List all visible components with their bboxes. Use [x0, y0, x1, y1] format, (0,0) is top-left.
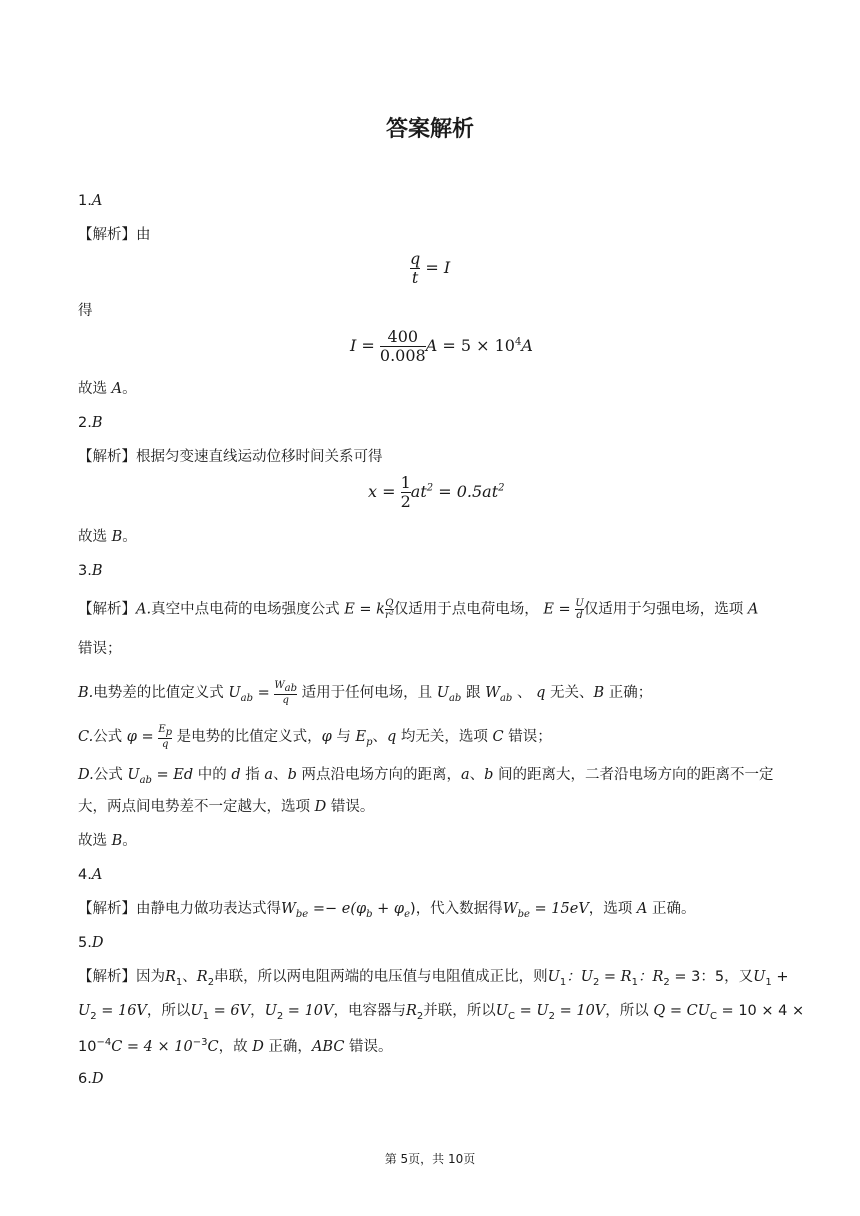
q3-option-d-cont: 大，两点间电势差不一定越大，选项 D 错误。 [78, 799, 375, 815]
q5-explanation-line3: $10^{-4}C = 4 \times 10^{-3}C$，故 D 正确，ABC 错误。 [78, 1037, 393, 1055]
formula-current: I = $\frac{400}{0.008}$ $A = 5 \times 10^4A$ [350, 327, 533, 365]
q5-explanation-line1: 【解析】因为$R_1$、$R_2$串联，所以两电阻两端的电压值与电阻值成正比，则$U_1$：$U_2 = R_1$：$R_2 = 3$：5，又$U_1$ + [78, 969, 789, 988]
question-4-answer: 4.A [78, 867, 103, 883]
q3-option-c: C.公式 φ = $\frac{E_p}{q}$ 是电势的比值定义式，φ 与 $E_p$、q 均无关，选项 C 错误； [78, 724, 552, 750]
q5-explanation-line2: $U_2 = 16V$，所以$U_1 = 6V$，$U_2 = 10V$，电容器与$R_2$并联，所以$U_C = U_2 = 10V$，所以 $Q = CU_C = 10 \times 4$ × [78, 1003, 805, 1022]
page-footer: 第 5页，共 10页 [384, 1152, 476, 1166]
page-title: 答案解析 [385, 117, 474, 142]
question-1-answer: 1.A [78, 193, 103, 209]
q3-option-a-cont: 错误； [78, 641, 122, 657]
get-text: 得 [78, 303, 93, 319]
choose-q2: 故选 B。 [78, 529, 137, 545]
question-2-explanation: 【解析】根据匀变速直线运动位移时间关系可得 [78, 449, 383, 465]
choose-q1: 故选 A。 [78, 381, 137, 397]
q3-option-a: 【解析】A.真空中点电荷的电场强度公式 E = k $\frac{Q}{\text{r²}}$ 仅适用于点电荷电场， E = $\frac{U}{d}$ 仅适用于匀强电场，选项 A [78, 598, 759, 621]
question-3-answer: 3.B [78, 563, 103, 579]
choose-q3: 故选 B。 [78, 833, 137, 849]
q3-option-d: D.公式 $U_{ab} = Ed$ 中的 d 指 a、b 两点沿电场方向的距离，a、b 间的距离大，二者沿电场方向的距离不一定 [78, 767, 774, 786]
q3-option-b: B.电势差的比值定义式 $U_{ab}$ = $W_{ab}$ q 适用于任何电场，且 $U_{ab}$ 跟 $W_{ab}$ 、 q 无关、B 正确； [78, 680, 653, 706]
question-6-answer: 6.D [78, 1071, 104, 1087]
formula-displacement: x = $\frac{1}{2}$ $at^2 = 0.5at^2$ [368, 473, 505, 511]
question-5-answer: 5.D [78, 935, 104, 951]
question-2-answer: 2.B [78, 415, 103, 431]
question-1-explanation: 【解析】由 [78, 227, 151, 243]
formula-q-over-t: $\frac{q}{t}$ = I [410, 249, 451, 287]
question-4-explanation: 【解析】由静电力做功表达式得$W_{be} =- e(\varphi_b + \varphi_e)$，代入数据得$W_{be} = 15eV$，选项 A 正确。 [78, 901, 696, 920]
